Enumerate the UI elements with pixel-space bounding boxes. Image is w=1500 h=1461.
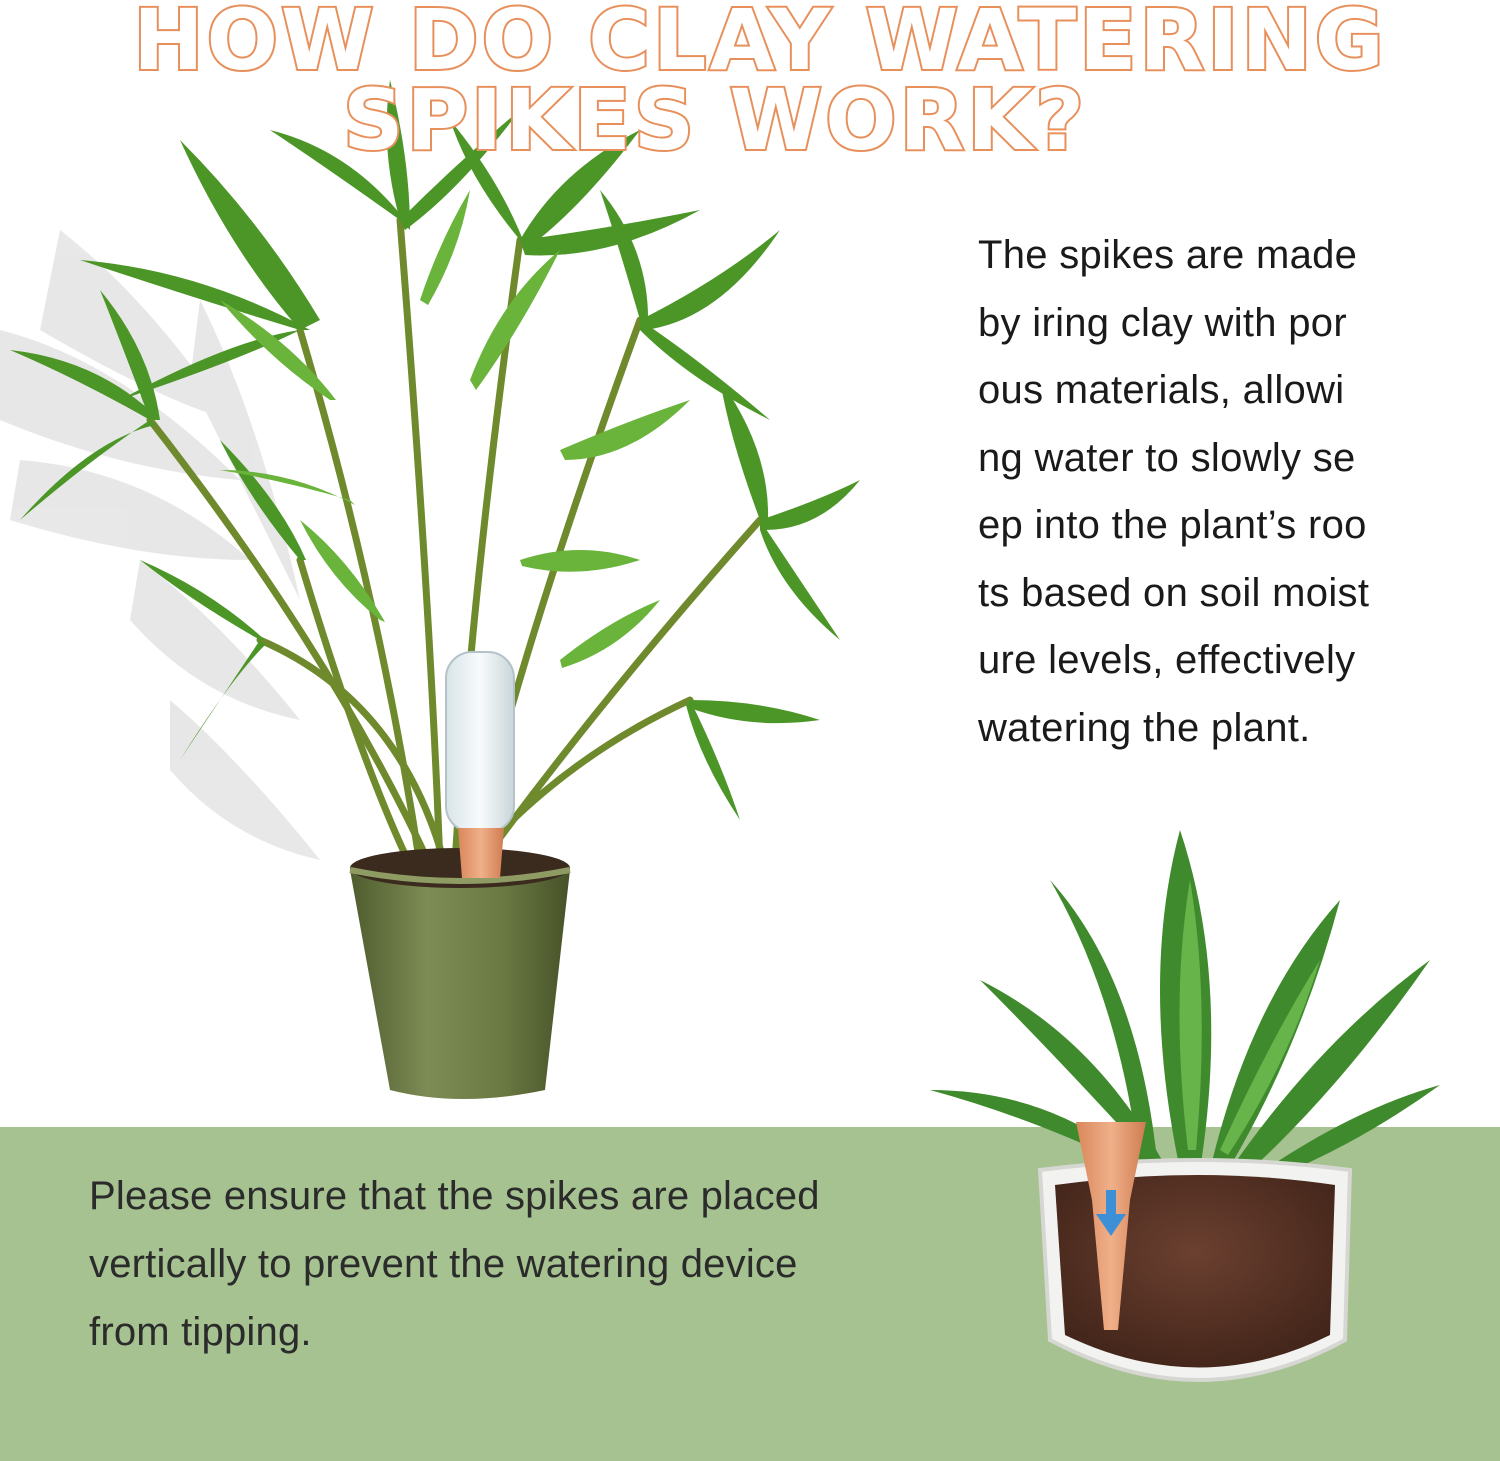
note-line: vertically to prevent the watering device [89,1242,798,1286]
title-line-1: HOW DO CLAY WATERING [133,0,1387,89]
palm-leaves-light [220,190,690,668]
page-title [0,0,1500,169]
description-line: The spikes are made [978,233,1358,277]
description-line: ep into the plant’s roo [978,503,1367,547]
description-text [978,222,1448,762]
description-line: watering the plant. [978,705,1311,750]
description-line: ous materials, allowi [978,368,1345,412]
large-plant-image [0,80,860,1099]
note-line: Please ensure that the spikes are placed [89,1174,820,1218]
water-bottle [446,652,514,832]
description-line: ure levels, effectively [978,638,1356,682]
note-line: from tipping. [89,1310,312,1354]
description-line: ng water to slowly se [978,435,1356,480]
clay-spike [458,828,504,878]
small-plant-image [930,830,1440,1380]
pot [350,858,570,1100]
description-line: ts based on soil moist [978,570,1370,615]
plant-shadow [0,230,320,860]
title-line-2: SPIKES WORK? [342,71,1088,169]
placement-note [89,1162,969,1366]
description-line: by iring clay with por [978,300,1347,345]
